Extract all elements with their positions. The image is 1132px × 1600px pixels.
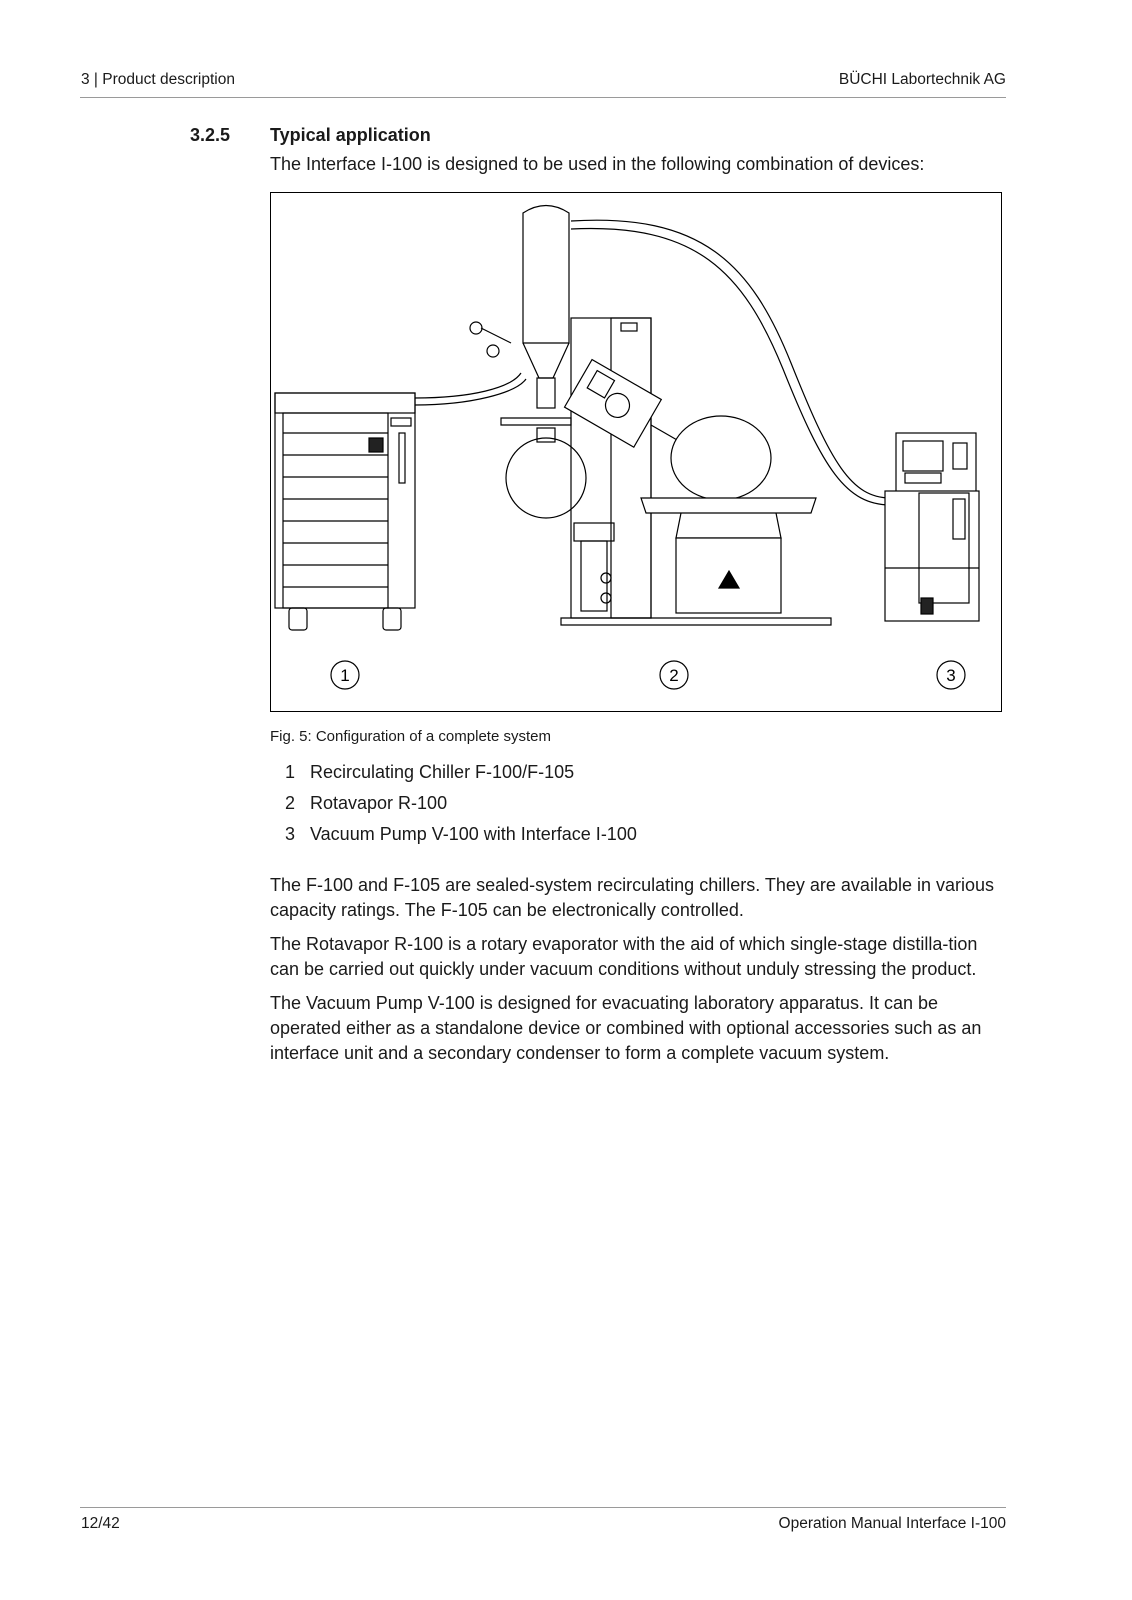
system-figure bbox=[270, 192, 1002, 712]
legend-number: 3 bbox=[284, 824, 295, 844]
footer-document-title: Operation Manual Interface I-100 bbox=[778, 1515, 1006, 1532]
legend-item bbox=[270, 793, 637, 824]
rotavapor-drawing bbox=[470, 206, 891, 626]
callout-1-label: 1 bbox=[340, 666, 350, 685]
callout-3 bbox=[937, 661, 965, 689]
paragraph: The Rotavapor R-100 is a rotary evaporator with the aid of which single-stage distilla-tion can be carried out quickly under vacuum conditions without unduly stressing the product. bbox=[270, 934, 978, 979]
header-company: BÜCHI Labortechnik AG bbox=[838, 71, 1006, 88]
legend-number: 1 bbox=[284, 762, 295, 782]
callout-2-label: 2 bbox=[669, 666, 679, 685]
legend-text: Rotavapor R-100 bbox=[310, 793, 448, 813]
section-intro: The Interface I-100 is designed to be used in the following combination of devices: bbox=[270, 154, 925, 174]
figure-legend bbox=[270, 762, 637, 855]
callout-1 bbox=[331, 661, 359, 689]
callout-3-label: 3 bbox=[946, 666, 956, 685]
vacuum-pump-drawing bbox=[885, 433, 979, 621]
legend-number: 2 bbox=[284, 793, 295, 813]
paragraph: The F-100 and F-105 are sealed-system recirculating chillers. They are available in various capacity ratings. The F-105 can be electronically controlled. bbox=[270, 875, 995, 920]
section-title: Typical application bbox=[270, 125, 431, 145]
section-number: 3.2.5 bbox=[190, 125, 231, 145]
callout-2 bbox=[660, 661, 688, 689]
legend-item bbox=[270, 762, 637, 793]
figure-caption: Fig. 5: Configuration of a complete system bbox=[270, 728, 551, 745]
paragraph: The Vacuum Pump V-100 is designed for evacuating laboratory apparatus. It can be operated either as a standalone device or combined with optional accessories such as an interface unit and a secondary condenser to form a complete vacuum system. bbox=[270, 993, 982, 1063]
legend-item bbox=[270, 824, 637, 855]
legend-text: Vacuum Pump V-100 with Interface I-100 bbox=[310, 824, 637, 844]
chiller-drawing bbox=[275, 393, 415, 630]
header-divider bbox=[80, 97, 1006, 98]
body-text bbox=[270, 873, 1010, 1075]
legend-text: Recirculating Chiller F-100/F-105 bbox=[310, 762, 575, 782]
footer-divider bbox=[80, 1507, 1006, 1508]
page-number: 12/42 bbox=[81, 1515, 120, 1532]
header-chapter: 3 | Product description bbox=[81, 71, 235, 88]
